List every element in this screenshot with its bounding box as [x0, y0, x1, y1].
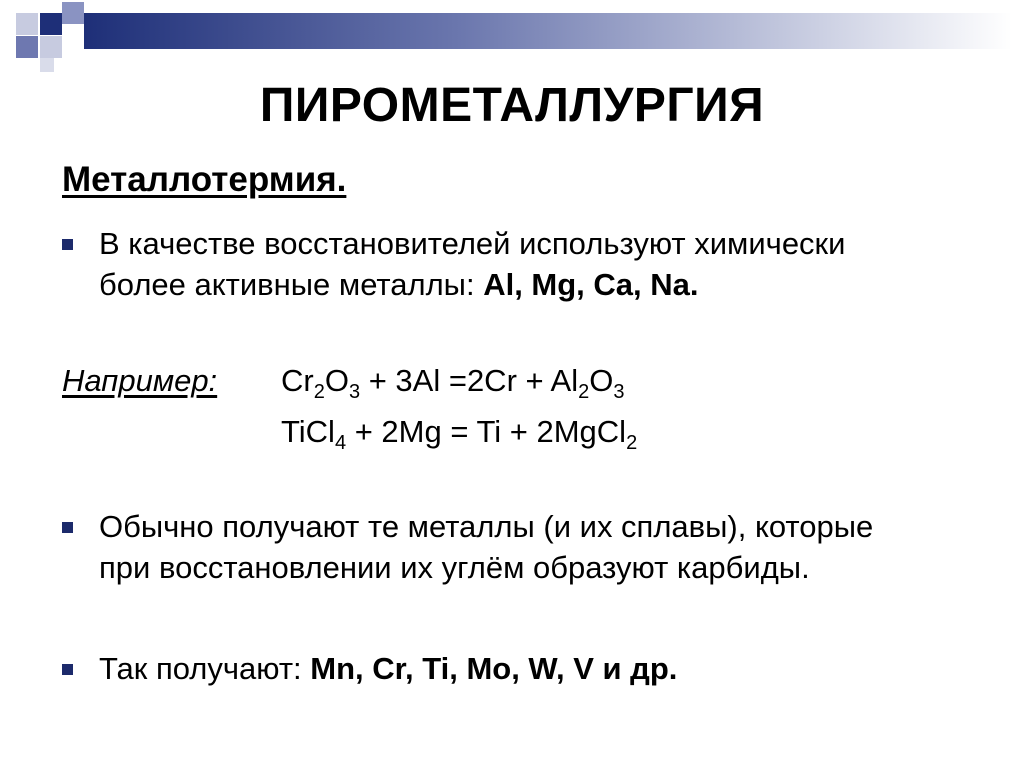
corner-square-mid: [16, 36, 38, 58]
bullet-marker: [62, 664, 73, 675]
corner-square-pale: [40, 58, 54, 72]
slide-subtitle: Металлотермия.: [62, 160, 347, 199]
bullet2-line2: при восстановлении их углём образуют карбиды.: [99, 550, 810, 585]
equation-subscript: 4: [334, 432, 347, 454]
corner-square-light: [16, 13, 38, 35]
example-label: Например:: [62, 363, 218, 398]
corner-square-dark: [40, 13, 62, 35]
header-gradient-bar: [84, 13, 1012, 49]
bullet-marker: [62, 522, 73, 533]
slide-title: ПИРОМЕТАЛЛУРГИЯ: [259, 79, 765, 132]
equation-text: O: [589, 363, 614, 398]
equation-subscript: 2: [626, 432, 638, 454]
corner-square-light: [40, 36, 62, 58]
bullet1-line2-text: более активные металлы:: [99, 267, 484, 302]
bullet1-line2-metals: Al, Mg, Ca, Na.: [483, 267, 699, 302]
bullet3-line: [99, 648, 677, 689]
equation-1: [281, 360, 624, 401]
bullet1-line1: В качестве восстановителей используют химически: [99, 226, 846, 261]
equation-subscript: 3: [613, 381, 625, 403]
equation-subscript: 2: [578, 381, 590, 403]
equation-text: TiCl: [281, 414, 335, 449]
equation-text: Cr: [281, 363, 314, 398]
equation-text: + 2Mg = Ti + 2MgCl: [346, 414, 627, 449]
equation-text: + 3Al =2Cr + Al: [360, 363, 579, 398]
equation-2: [281, 411, 637, 452]
bullet-marker: [62, 239, 73, 250]
equation-text: O: [324, 363, 349, 398]
bullet3-metals: Mn, Cr, Ti, Mo, W, V и др.: [310, 651, 678, 686]
equation-subscript: 3: [348, 381, 361, 403]
bullet2-line1: Обычно получают те металлы (и их сплавы), которые: [99, 509, 874, 544]
corner-square-mid: [62, 2, 84, 24]
bullet1-line2: [99, 264, 699, 305]
bullet3-text: Так получают:: [99, 651, 311, 686]
equation-subscript: 2: [313, 381, 325, 403]
